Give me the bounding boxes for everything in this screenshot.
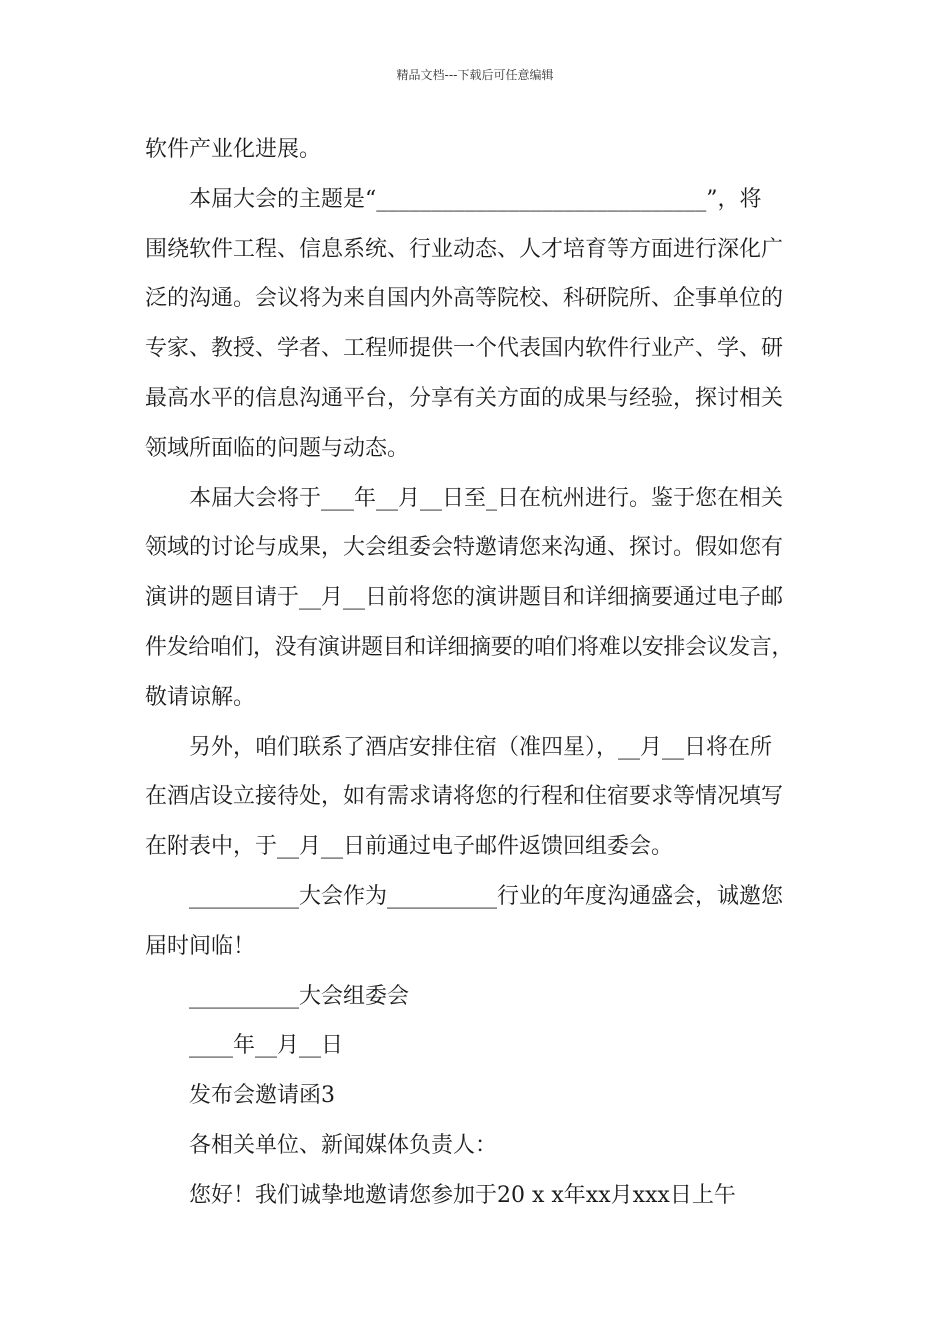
document-body	[145, 125, 825, 1221]
paragraph-line: 您好！我们诚挚地邀请您参加于20 x x年xx月xxx日上午	[189, 1182, 736, 1208]
signature-line: __________大会组委会	[189, 983, 410, 1009]
date-line: ____年__月__日	[189, 1033, 344, 1059]
paragraph-line: 在附表中，于__月__日前通过电子邮件返馈回组委会。	[145, 834, 674, 860]
paragraph-line: 本届大会将于___年__月__日至_日在杭州进行。鉴于您在相关	[189, 485, 784, 511]
paragraph-line: 件发给咱们，没有演讲题目和详细摘要的咱们将难以安排会议发言，	[145, 634, 794, 660]
paragraph-line: 演讲的题目请于__月__日前将您的演讲题目和详细摘要通过电子邮	[145, 585, 784, 611]
paragraph-line: __________大会作为__________行业的年度沟通盛会，诚邀您	[189, 883, 784, 909]
paragraph-line: 本届大会的主题是“______________________________”，将	[189, 186, 762, 212]
paragraph-line: 围绕软件工程、信息系统、行业动态、人才培育等方面进行深化广	[145, 236, 784, 262]
paragraph-line: 领域的讨论与成果，大会组委会特邀请您来沟通、探讨。假如您有	[145, 535, 784, 561]
paragraph-line: 敬请谅解。	[145, 684, 256, 710]
paragraph-line: 软件产业化进展。	[145, 137, 322, 162]
paragraph-line: 最高水平的信息沟通平台，分享有关方面的成果与经验，探讨相关	[145, 385, 784, 411]
paragraph-line: 届时间临！	[145, 933, 256, 959]
section-title: 发布会邀请函3	[189, 1083, 335, 1109]
paragraph-line: 专家、教授、学者、工程师提供一个代表国内软件行业产、学、研	[145, 336, 784, 362]
paragraph-line: 领域所面临的问题与动态。	[145, 435, 410, 461]
paragraph-line: 在酒店设立接待处，如有需求请将您的行程和住宿要求等情况填写	[145, 784, 784, 810]
page-header: 精品文档---下载后可任意编辑	[396, 68, 554, 82]
paragraph-line: 另外，咱们联系了酒店安排住宿（准四星），__月__日将在所	[189, 734, 773, 760]
paragraph-line: 泛的沟通。会议将为来自国内外高等院校、科研院所、企事单位的	[145, 286, 784, 312]
salutation-line: 各相关单位、新闻媒体负责人：	[189, 1132, 498, 1158]
